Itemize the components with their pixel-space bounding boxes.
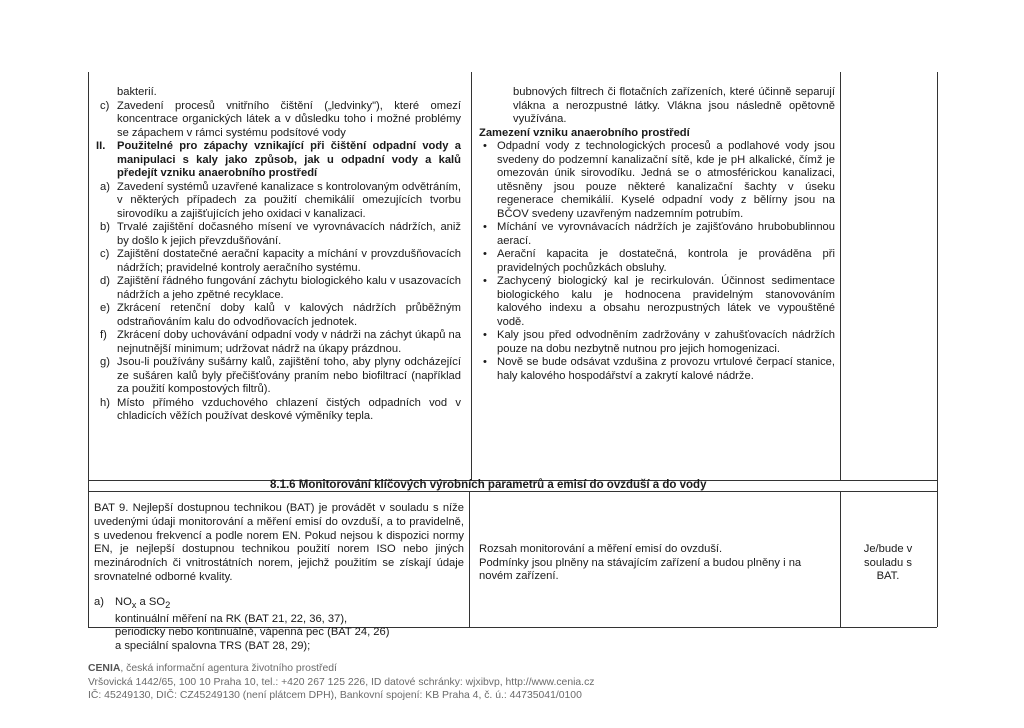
footer-line3: IČ: 45249130, DIČ: CZ45249130 (není plátcem DPH), Bankovní spojení: KB Praha 4, č. ú.: 44735041/0100 — [88, 690, 582, 702]
bat9-status-text2: Podmínky jsou plněny na stávajícím zařízení a budou plněny i na novém zařízení. — [479, 556, 802, 582]
section-text: Použitelné pro zápachy vznikající při čištění odpadní vody a manipulaci s kaly jako způsob, jak u odpadní vody a kalů předejít vzniku anaerobního prostředí — [117, 140, 461, 179]
so2-subscript: 2 — [165, 599, 171, 610]
item-text: Místo přímého vzduchového chlazení čistých odpadních vod v chladicích věžích používat deskové výměníky tepla. — [117, 396, 461, 422]
bullet-text: Zachycený biologický kal je recirkulován. Účinnost sedimentace biologického kalu je hodnocena pravidelným stanovováním kalového indexu a obsahu nerozpustných látek ve vypouštěné vodě. — [497, 275, 835, 328]
bullet-item — [479, 140, 835, 221]
section-title: 8.1.6 Monitorování klíčových výrobních parametrů a emisí do ovzduší a do vody — [270, 479, 707, 491]
so2-connector: a SO — [136, 595, 166, 608]
item-marker: c) — [100, 99, 110, 112]
section-marker: II. — [96, 140, 106, 152]
section-heading-ii — [96, 140, 461, 181]
item-text: Zavedení procesů vnitřního čištění („ledvinky"), které omezí koncentrace organických látek a v důsledku toho i možné problémy se zápachem v rámci systému podsítové vody — [117, 99, 461, 139]
table-border-right-inner-lower — [840, 491, 841, 627]
bat9-text: BAT 9. Nejlepší dostupnou technikou (BAT) je provádět v souladu s níže uvedenými údaji monitorování a měření emisí do ovzduší, a to pravidelně, s uvedenou frekvencí a podle norem EN. Pokud nejsou k dispozici normy EN, je nejlepší dostupnou technikou použití norem ISO nebo jiných mezinárodních či vnitrostátních norem, jejichž použitím se získají údaje srovnatelné odborné kvality. — [94, 502, 464, 583]
list-item — [96, 248, 461, 275]
item-marker: f) — [100, 329, 107, 341]
item-marker: g) — [100, 356, 110, 368]
bat9-cell — [94, 491, 464, 654]
bat9-item-a — [94, 596, 464, 613]
item-marker: b) — [100, 221, 110, 233]
item-marker: a) — [94, 595, 104, 608]
bullet-icon: • — [483, 140, 487, 152]
table-border-middle-lower — [469, 491, 470, 627]
bat9-line: a speciální spalovna TRS (BAT 28, 29); — [115, 639, 311, 652]
list-item — [96, 181, 461, 222]
list-item — [96, 356, 461, 397]
item-text: Zajištění dostatečné aerační kapacity a míchání v provzdušňovacích nádržích; pravidelné kontroly aeračního systému. — [117, 248, 461, 274]
bullet-item — [479, 356, 835, 383]
left-intro: bakterií. — [117, 86, 157, 98]
left-item-list — [96, 181, 461, 424]
bullet-item — [479, 329, 835, 356]
bullet-text: Nově se bude odsávat vzdušina z provozu vrtulové čerpací stanice, haly kalového hospodářství a zakrytí kalové nádrže. — [497, 356, 835, 382]
list-item — [96, 329, 461, 356]
list-item — [96, 275, 461, 302]
table-border-right — [937, 72, 938, 627]
right-bullet-list — [479, 140, 835, 383]
nox-subscript: x — [131, 599, 137, 610]
bat9-lines — [94, 613, 464, 654]
item-text: Zajištění řádného fungování záchytu biologického kalu v usazovacích nádržích a jeho zpětné recyklace. — [117, 275, 461, 301]
nox-label: NO — [115, 595, 132, 608]
bullet-item — [479, 275, 835, 329]
right-heading: Zamezení vzniku anaerobního prostředí — [479, 126, 690, 139]
bullet-item — [479, 221, 835, 248]
bullet-icon: • — [483, 248, 487, 260]
bullet-item — [479, 248, 835, 275]
table-border-middle — [471, 72, 472, 480]
left-column — [96, 86, 461, 424]
bat9-result-text: Je/bude v souladu s BAT. — [863, 543, 913, 582]
list-item — [96, 221, 461, 248]
bat9-line: periodicky nebo kontinuálně, vápenná pec (BAT 24, 26) — [115, 626, 390, 639]
footer-line1 — [88, 662, 594, 676]
table-border-right-inner — [840, 72, 841, 480]
bullet-text: Odpadní vody z technologických procesů a podlahové vody jsou svedeny do podzemní kanalizační sítě, kde je pH alkalické, čímž je omezován únik sirovodíku. Jedná se o atmosférickou kanalizaci, utěsněny jsou pouze některé kanalizační šachty v úseku regenerace chemikálií. Kyselé odpadní vody z bělírny jsou na BČOV svedeny uzavřeným nadzemním potrubím. — [497, 140, 835, 220]
item-marker: e) — [100, 302, 110, 314]
table-border-left — [88, 72, 89, 627]
right-column — [479, 86, 835, 383]
item-marker: h) — [100, 396, 110, 409]
footer-org-rest: , česká informační agentura životního prostředí — [120, 663, 337, 674]
bullet-icon: • — [483, 221, 487, 233]
bat9-line: kontinuální měření na RK (BAT 21, 22, 36, 37), — [115, 612, 348, 625]
item-marker: d) — [100, 275, 110, 287]
bullet-text: Aerační kapacita je dostatečná, kontrola je prováděna při pravidelných pochůzkách obsluhy. — [497, 248, 835, 274]
bat9-status-cell — [479, 543, 834, 584]
footer-line2: Vršovická 1442/65, 100 10 Praha 10, tel.: +420 267 125 226, ID datové schránky: wjxibvp, http://www.cenia.cz — [88, 676, 595, 688]
bat9-result-cell — [852, 543, 924, 584]
bullet-text: Kaly jsou před odvodněním zadržovány v zahušťovacích nádržích pouze na dobu nezbytně nutnou pro jejich homogenizaci. — [497, 329, 835, 355]
list-item — [96, 100, 461, 141]
right-intro: bubnových filtrech či flotačních zařízeních, které účinně separují vlákna a nerozpustné látky. Vlákna jsou následně opětovně využívána. — [513, 86, 835, 125]
bullet-icon: • — [483, 275, 487, 287]
list-item — [96, 302, 461, 329]
item-text: Zkrácení retenční doby kalů v kalových nádržích průběžným odstraňováním kalu do odvodňovacích jednotek. — [117, 302, 461, 328]
item-text: Jsou-li používány sušárny kalů, zajištění toho, aby plyny odcházející ze sušáren kalů byly přečišťovány praním nebo biofiltrací (například za použití kompostových filtrů). — [117, 356, 461, 395]
footer-org: CENIA — [88, 663, 121, 674]
item-text: Zkrácení doby uchovávání odpadní vody v nádrži na záchyt úkapů na nejnutnější minimum; udržovat nádrž na úkapy prázdnou. — [117, 329, 461, 355]
list-item — [96, 397, 461, 424]
bullet-text: Míchání ve vyrovnávacích nádržích je zajišťováno hrubobublinnou aerací. — [497, 221, 835, 247]
item-marker: a) — [100, 180, 110, 193]
bullet-icon: • — [483, 356, 487, 368]
item-text: Zavedení systémů uzavřené kanalizace s kontrolovaným odvětráním, v některých případech za použití chemikálií omezujících tvorbu sirovodíku a zajišťujících jeho oxidaci v kanalizaci. — [117, 180, 461, 220]
item-marker: c) — [100, 248, 110, 260]
page-footer — [88, 662, 594, 703]
bat9-status-text1: Rozsah monitorování a měření emisí do ovzduší. — [479, 543, 723, 555]
bullet-icon: • — [483, 329, 487, 341]
item-text: Trvalé zajištění dočasného mísení ve vyrovnávacích nádržích, aniž by došlo k jejich převzdušňování. — [117, 221, 461, 247]
